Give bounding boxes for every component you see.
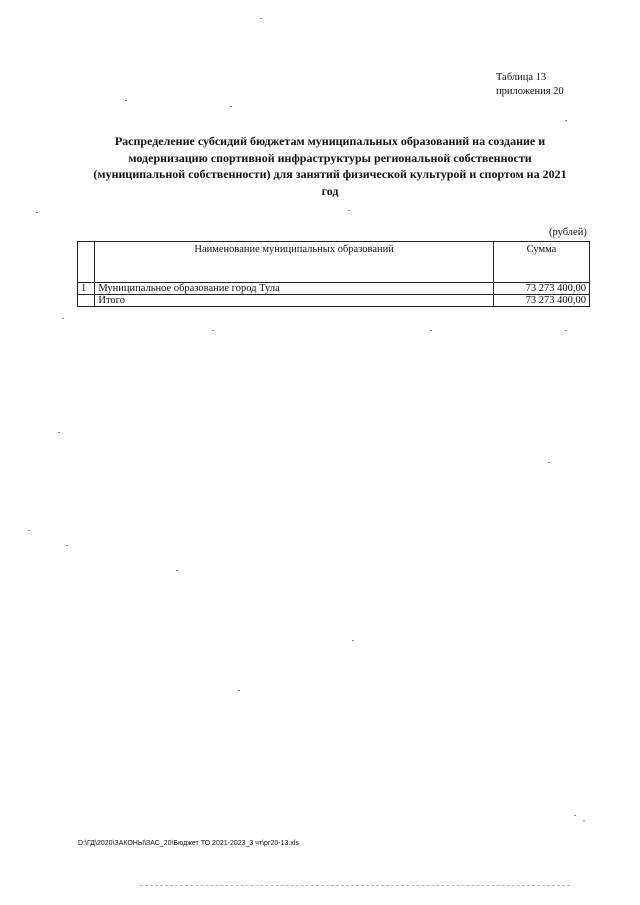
scan-speck <box>352 640 354 641</box>
table-row <box>78 283 590 295</box>
bottom-scan-line <box>140 885 570 886</box>
subsidy-table <box>77 241 590 307</box>
document-title <box>80 133 580 199</box>
scan-speck <box>212 330 214 331</box>
scan-speck <box>348 210 350 211</box>
scan-speck <box>36 212 38 213</box>
row-number-cell: 1 <box>78 283 95 295</box>
scan-speck <box>176 570 178 571</box>
title-line: модернизацию спортивной инфраструктуры региональной собственности <box>128 150 532 165</box>
scan-speck <box>548 462 550 463</box>
scan-speck <box>565 330 567 331</box>
scan-speck <box>62 318 64 319</box>
scan-speck <box>574 815 576 816</box>
header-name-cell: Наименование муниципальных образований <box>95 242 494 283</box>
units-label: (рублей) <box>549 227 587 238</box>
scan-speck <box>430 330 432 331</box>
scan-speck <box>66 545 68 546</box>
header-num-cell <box>78 242 95 283</box>
total-row <box>78 295 590 307</box>
table-number: Таблица 13 <box>496 72 547 83</box>
scan-speck <box>583 820 585 821</box>
scan-speck <box>238 690 240 691</box>
total-amount-cell: 73 273 400,00 <box>493 295 589 307</box>
title-line: (муниципальной собственности) для занятий физической культурой и спортом на 2021 <box>93 167 567 181</box>
scan-speck <box>28 530 30 531</box>
scan-speck <box>125 100 127 101</box>
total-number-cell <box>78 295 95 307</box>
header-sum-cell: Сумма <box>493 242 589 283</box>
amount-cell: 73 273 400,00 <box>493 283 589 295</box>
scan-speck <box>58 432 60 433</box>
title-line: год <box>321 183 339 198</box>
table-header-row <box>78 242 590 283</box>
municipality-name-cell: Муниципальное образование город Тула <box>95 283 494 295</box>
total-label-cell: Итого <box>95 295 494 307</box>
scan-speck <box>230 106 232 107</box>
table-reference <box>496 71 564 99</box>
scan-speck <box>260 18 262 19</box>
file-path-footer: D:\ГД\2020\ЗАКОНЫ\ЗАС_20\Бюджет ТО 2021-2023_3 чт\рг20-13.xls <box>78 840 299 847</box>
scan-speck <box>565 120 567 121</box>
title-line: Распределение субсидий бюджетам муниципальных образований на создание и <box>114 134 546 148</box>
appendix-number: приложения 20 <box>496 86 564 97</box>
